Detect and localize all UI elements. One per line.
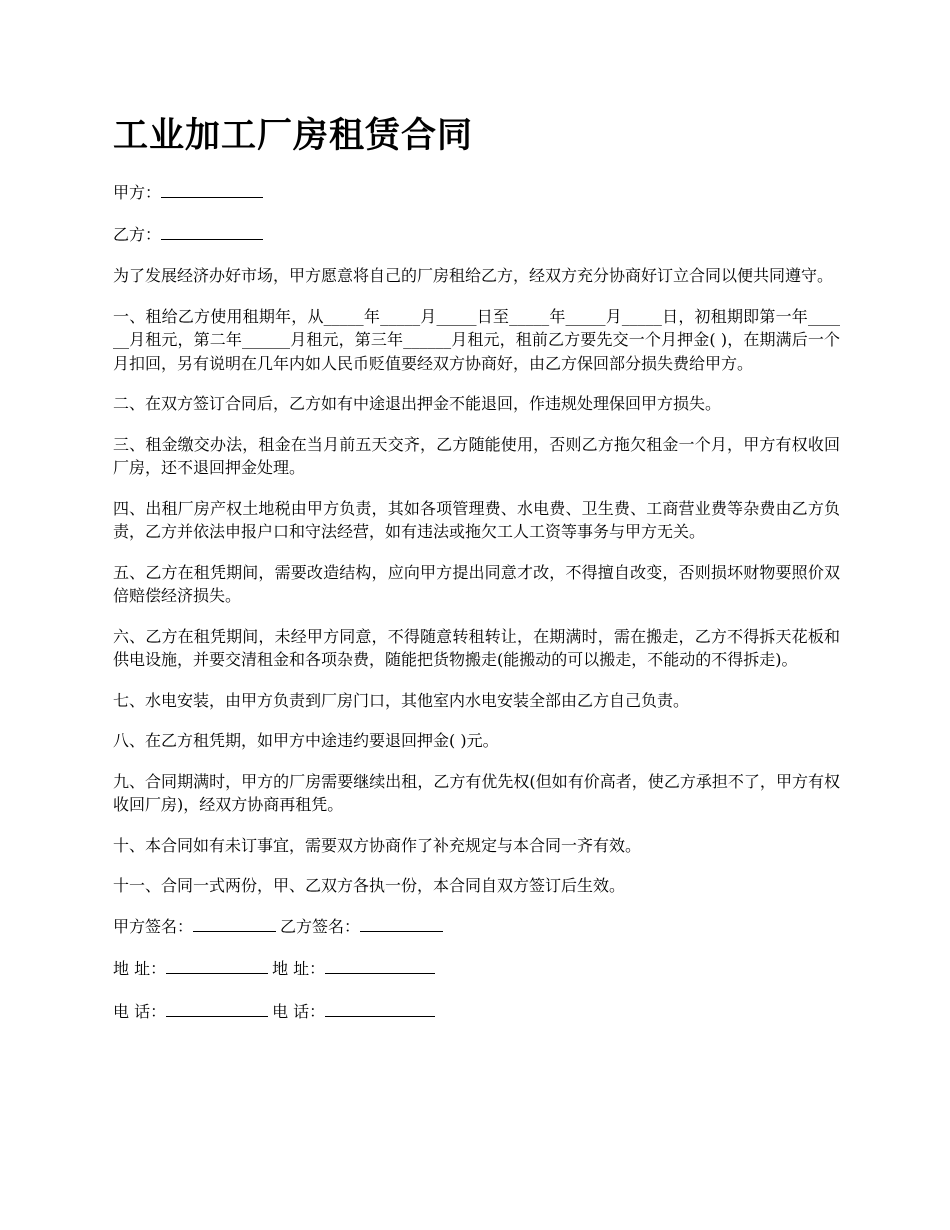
clause-1: 一、租给乙方使用租期年，从_____年_____月_____日至_____年_____月_____日，初租期即第一年______月租元，第二年______月租元，第三年______月租元，租前乙方要先交一个月押金( )，在期满后一个月扣回，另有说明在几年内如人民币贬值要经双方协商好，由乙方保回部分损失费给甲方。	[113, 306, 840, 373]
address-b-label: 地 址：	[272, 959, 326, 978]
phone-a-label: 电 话：	[113, 1001, 167, 1021]
clause-4: 四、出租厂房产权土地税由甲方负责，其如各项管理费、水电费、卫生费、工商营业费等杂费由乙方负责，乙方并依法申报户口和守法经营，如有违法或拖欠工人工资等事务与甲方无关。	[113, 498, 840, 541]
document-title: 工业加工厂房租赁合同	[113, 116, 474, 156]
phone-b-label: 电 话：	[272, 1001, 326, 1021]
clause-9: 九、合同期满时，甲方的厂房需要继续出租，乙方有优先权(但如有价高者，使乙方承担不了，甲方有权收回厂房)，经双方协商再租凭。	[113, 771, 840, 814]
clause-10: 十、本合同如有未订事宜，需要双方协商作了补充规定与本合同一齐有效。	[113, 835, 642, 855]
address-b-blank	[325, 957, 435, 974]
party-b-blank	[161, 223, 263, 240]
phone-b-blank	[325, 1000, 435, 1017]
party-b-label: 乙方：	[113, 224, 162, 244]
clause-5: 五、乙方在租凭期间，需要改造结构，应向甲方提出同意才改，不得擅自改变，否则损坏财物要照价双倍赔偿经济损失。	[113, 562, 840, 605]
clause-7: 七、水电安装，由甲方负责到厂房门口，其他室内水电安装全部由乙方自己负责。	[113, 690, 690, 710]
clause-2: 二、在双方签订合同后，乙方如有中途退出押金不能退回，作违规处理保回甲方损失。	[113, 394, 722, 413]
contract-page	[113, 112, 840, 1042]
clause-11: 十一、合同一式两份，甲、乙双方各执一份，本合同自双方签订后生效。	[113, 876, 626, 895]
clause-8: 八、在乙方租凭期，如甲方中途违约要退回押金( )元。	[113, 731, 499, 750]
clause-6: 六、乙方在租凭期间，未经甲方同意，不得随意转租转让，在期满时，需在搬走，乙方不得拆天花板和供电设施，并要交清租金和各项杂费，随能把货物搬走(能搬动的可以搬走，不能动的不得拆走)。	[113, 626, 840, 669]
party-a-blank	[161, 181, 263, 198]
phone-a-blank	[166, 1000, 268, 1017]
party-a-sign-blank	[193, 915, 276, 932]
party-a-sign-label: 甲方签名：	[113, 916, 194, 936]
address-line	[113, 957, 840, 981]
party-b-line	[113, 223, 840, 247]
party-b-sign-blank	[360, 915, 443, 932]
party-b-sign-label: 乙方签名：	[280, 916, 361, 936]
signature-line	[113, 915, 840, 939]
party-a-label: 甲方：	[113, 183, 162, 202]
party-a-line	[113, 181, 840, 205]
intro-paragraph: 为了发展经济办好市场，甲方愿意将自己的厂房租给乙方，经双方充分协商好订立合同以便共同遵守。	[113, 266, 834, 285]
clause-3: 三、租金缴交办法，租金在当月前五天交齐，乙方随能使用，否则乙方拖欠租金一个月，甲方有权收回厂房，还不退回押金处理。	[113, 434, 840, 477]
address-a-label: 地 址：	[113, 959, 167, 978]
phone-line	[113, 1000, 840, 1024]
address-a-blank	[166, 957, 268, 974]
